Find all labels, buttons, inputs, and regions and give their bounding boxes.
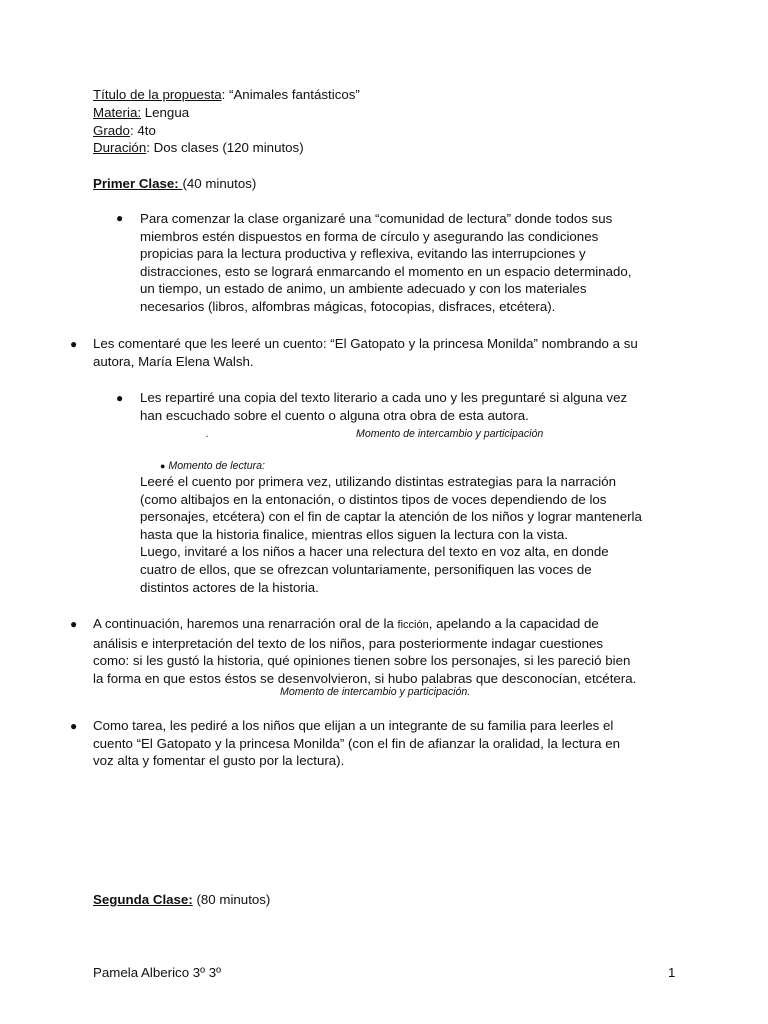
text-line: personajes, etcétera) con el fin de captar la atención de los niños y lograr mantenerla — [140, 509, 642, 525]
bullet-icon: ● — [116, 391, 124, 405]
note-exchange-participation-1: Momento de intercambio y participación — [356, 428, 544, 440]
text-line: Como tarea, les pediré a los niños que elijan a un integrante de su familia para leerles el — [93, 718, 614, 733]
proposal-title-line — [93, 86, 360, 103]
text-segment: , apelando a la capacidad de — [428, 616, 599, 631]
grade-value: : 4to — [129, 123, 156, 138]
subject-value: Lengua — [141, 105, 190, 120]
text-line: propicias para la lectura productiva y reflexiva, evitando las interrupciones y — [140, 246, 586, 262]
text-line: análisis e interpretación del texto de los niños, para posteriormente indagar cuestiones — [93, 635, 604, 651]
text-line: Luego, invitaré a los niños a hacer una relectura del texto en voz alta, en donde — [140, 544, 609, 560]
footer-page-number: 1 — [668, 965, 676, 980]
duration-value: : Dos clases (120 minutos) — [146, 140, 304, 155]
reading-moment-paragraph — [140, 473, 642, 596]
text-line: hasta que la historia finalice, mientras ellos siguen la lectura con la vista. — [140, 526, 568, 542]
text-line: miembros estén dispuestos en forma de círculo y asegurando las condiciones — [140, 228, 599, 244]
proposal-title-label: Título de la propuesta — [93, 87, 222, 102]
first-class-item-1 — [140, 210, 632, 316]
text-line: autora, María Elena Walsh. — [93, 353, 254, 369]
text-line — [93, 615, 636, 635]
text-line: distintos actores de la historia. — [140, 579, 319, 595]
text-line: Para comenzar la clase organizaré una “comunidad de lectura” donde todos sus — [140, 211, 613, 226]
duration-label: Duración — [93, 140, 147, 155]
first-class-title: Primer Clase: — [93, 176, 183, 191]
first-class-item-4 — [93, 615, 636, 687]
second-class-title: Segunda Clase: — [93, 892, 193, 907]
text-line: cuento “El Gatopato y la princesa Monilda” (con el fin de afianzar la oralidad, la lectura en — [93, 735, 620, 751]
small-bullet-icon: ● — [160, 461, 166, 471]
text-line: la forma en que estos éstos se desenvolvieron, si hubo palabras que desconocían, etcétera. — [93, 670, 637, 686]
first-class-item-3 — [140, 389, 627, 424]
text-line: Leeré el cuento por primera vez, utilizando distintas estrategias para la narración — [140, 474, 616, 489]
note-exchange-participation-2: Momento de intercambio y participación. — [280, 686, 471, 698]
text-line: han escuchado sobre el cuento o alguna otra obra de esta autora. — [140, 407, 529, 423]
subject-line — [93, 104, 189, 121]
text-line: necesarios (libros, alfombras mágicas, fotocopias, disfraces, etcétera). — [140, 298, 556, 314]
first-class-item-5 — [93, 717, 620, 770]
proposal-title-value: : “Animales fantásticos” — [221, 87, 360, 102]
bullet-icon: ● — [116, 211, 124, 225]
text-line: un tiempo, un estado de animo, un ambiente adecuado y con los materiales — [140, 281, 587, 297]
text-line: (como altibajos en la entonación, o distintos tipos de voces dependiendo de los — [140, 491, 607, 507]
text-line: como: si les gustó la historia, qué opiniones tienen sobre los personajes, si les pareció bien — [93, 653, 631, 669]
note-dot: . — [206, 428, 209, 440]
text-line: cuatro de ellos, que se ofrezcan voluntariamente, personifiquen las voces de — [140, 561, 592, 577]
second-class-heading — [93, 891, 270, 908]
duration-line — [93, 139, 304, 156]
bullet-icon: ● — [70, 337, 78, 351]
first-class-heading — [93, 175, 256, 192]
first-class-item-2 — [93, 335, 638, 370]
first-class-duration: (40 minutos) — [182, 176, 257, 191]
second-class-duration: (80 minutos) — [192, 892, 271, 907]
text-segment: A continuación, haremos una renarración oral de la — [93, 616, 398, 631]
text-segment-small: ficción — [397, 619, 429, 631]
footer-author: Pamela Alberico 3º 3º — [93, 965, 221, 980]
bullet-icon: ● — [70, 617, 78, 631]
reading-moment-text: Momento de lectura: — [168, 460, 265, 472]
text-line: distracciones, esto se logrará enmarcando el momento en un espacio determinado, — [140, 263, 632, 279]
bullet-icon: ● — [70, 719, 78, 733]
text-line: Les repartiré una copia del texto literario a cada uno y les preguntaré si alguna vez — [140, 390, 628, 405]
grade-line — [93, 122, 156, 139]
text-line: voz alta y fomentar el gusto por la lectura). — [93, 753, 345, 769]
text-line: Les comentaré que les leeré un cuento: “El Gatopato y la princesa Monilda” nombrando a su — [93, 336, 638, 351]
grade-label: Grado — [93, 123, 130, 138]
subject-label: Materia: — [93, 105, 142, 120]
reading-moment-label — [160, 460, 265, 472]
